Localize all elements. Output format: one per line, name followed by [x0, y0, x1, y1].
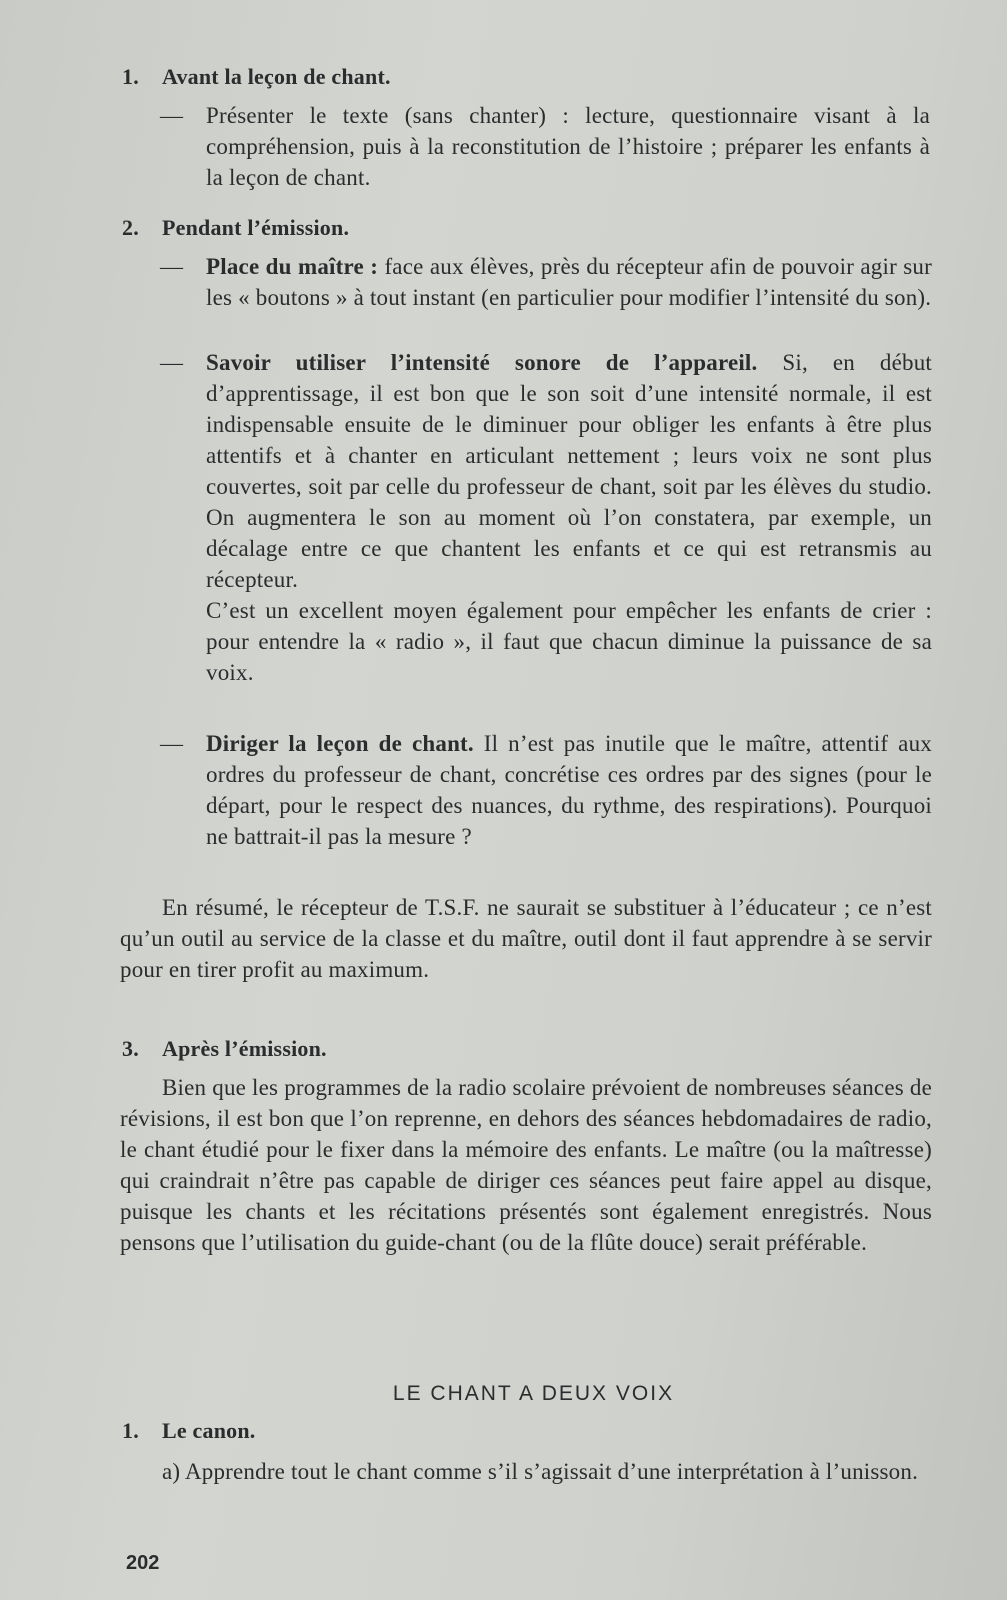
item-dash: —	[160, 103, 184, 128]
section-3-heading	[122, 1034, 327, 1064]
section-number: 1.	[122, 64, 139, 89]
section-title: Après l’émission.	[162, 1036, 327, 1061]
item-text: Il n’est pas inutile que le maître, attentif aux ordres du professeur de chant, concrétise ces ordres par des signes (pour le départ, pour le respect des nuances, du rythme, des respirations). Pourquoi ne battrait-il pas la mesure ?	[206, 731, 932, 849]
page-number: 202	[126, 1552, 160, 1574]
section-1-item	[160, 100, 930, 193]
section-3-paragraph: Bien que les programmes de la radio scolaire prévoient de nombreuses séances de révisions, il est bon que l’on reprenne, en dehors des séances hebdomadaires de radio, le chant étudié pour le fixer dans la mémoire des enfants. Le maître (ou la maîtresse) qui craindrait n’être pas capable de diriger ces séances peut faire appel au disque, puisque les chants et les récitations présentés sont également enregistrés. Nous pensons que l’utilisation du guide-chant (ou de la flûte douce) serait préférable.	[120, 1075, 932, 1255]
item-lead: Diriger la leçon de chant.	[206, 731, 474, 756]
subsection-heading	[122, 1416, 255, 1446]
subsection-number: 1.	[122, 1418, 139, 1443]
section-number: 2.	[122, 215, 139, 240]
item-text: face aux élèves, près du récepteur afin de pouvoir agir sur les « boutons » à tout instant (en particulier pour modifier l’intensité du son).	[206, 254, 932, 310]
item-lead: Savoir utiliser l’intensité sonore de l’appareil.	[206, 350, 758, 375]
section-1-heading	[122, 62, 391, 92]
summary-paragraph: En résumé, le récepteur de T.S.F. ne saurait se substituer à l’éducateur ; ce n’est qu’un outil au service de la classe et du maître, outil dont il faut apprendre à se servir pour en tirer profit au maximum.	[120, 895, 932, 982]
section-2-heading	[122, 213, 349, 243]
section-2-item-intensite	[160, 347, 932, 688]
item-text: Présenter le texte (sans chanter) : lecture, questionnaire visant à la compréhension, puis à la reconstitution de l’histoire ; préparer les enfants à la leçon de chant.	[206, 103, 930, 190]
section-title: Avant la leçon de chant.	[162, 64, 391, 89]
item-dash: —	[160, 731, 184, 756]
chapter-title: LE CHANT A DEUX VOIX	[392, 1382, 675, 1405]
section-title: Pendant l’émission.	[162, 215, 350, 240]
item-text-continued: C’est un excellent moyen également pour empêcher les enfants de crier : pour entendre la « radio », il faut que chacun diminue la puissance de sa voix.	[206, 598, 932, 685]
item-dash: —	[160, 350, 184, 375]
section-2-item-place-du-maitre	[160, 251, 932, 313]
item-lead: Place du maître :	[206, 254, 379, 279]
item-dash: —	[160, 254, 184, 279]
section-2-item-diriger	[160, 728, 932, 852]
item-text: Si, en début d’apprentissage, il est bon que le son soit d’une intensité normale, il est indispensable ensuite de le diminuer pour obliger les enfants à être plus attentifs et à chanter en articulant nettement ; leurs voix ne sont plus couvertes, soit par celle du professeur de chant, soit par les élèves du studio. On augmentera le son au moment où l’on constatera, par exemple, un décalage entre ce que chantent les enfants et ce qui est retransmis au récepteur.	[206, 350, 932, 592]
subsection-paragraph: a) Apprendre tout le chant comme s’il s’agissait d’une interprétation à l’unisson.	[162, 1459, 919, 1484]
subsection-title: Le canon.	[162, 1418, 256, 1443]
section-number: 3.	[122, 1036, 139, 1061]
